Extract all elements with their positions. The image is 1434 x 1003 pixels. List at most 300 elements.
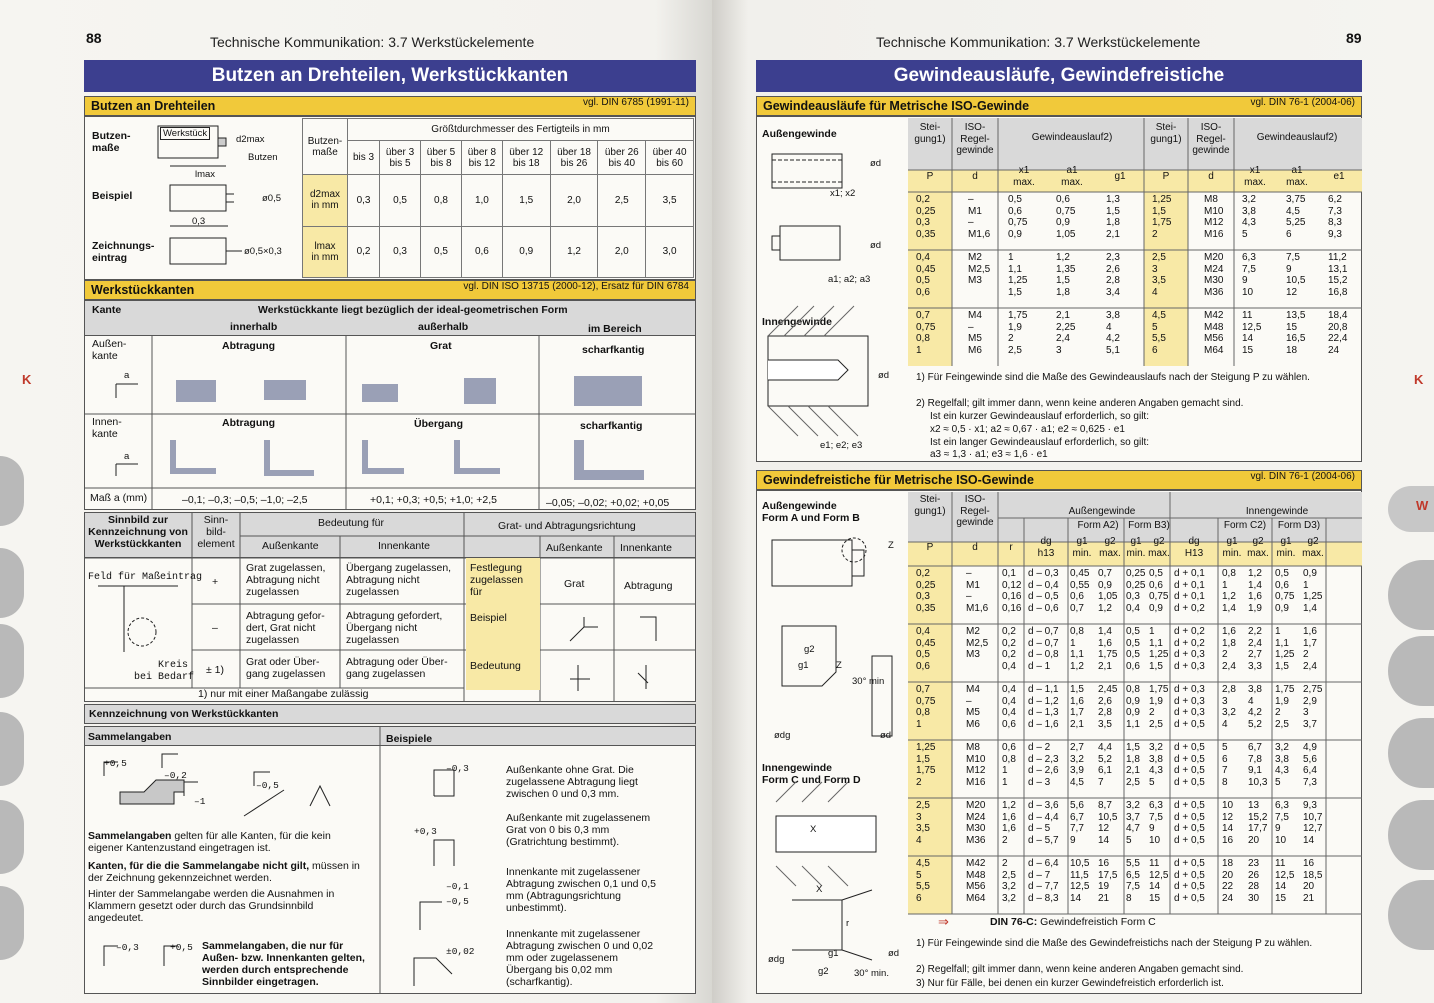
heading-text: Kennzeichnung von Werkstückkanten (89, 708, 279, 720)
label-butzen: Butzen (248, 152, 278, 163)
table-cell: 2,0 (598, 226, 646, 278)
table-cell: 1,5 (502, 175, 550, 227)
cell-group: 0,8 1 1,1 1,2 (1070, 626, 1084, 672)
sub-header: g2 max. (1247, 536, 1269, 559)
label-d2max: d2max (236, 134, 265, 145)
fig-label: Z (836, 660, 842, 671)
meaning-aussen: Grat oder Über- gang zugelassen (246, 656, 326, 680)
col-header: ISO- Regel- gewinde (956, 494, 994, 529)
sub-header: a1 max. (1286, 165, 1308, 188)
cell-group: 11 12,5 14 15 (1275, 858, 1295, 904)
sym-value: +0,5 (170, 942, 193, 953)
col-header: ISO- Regel- gewinde (1192, 122, 1230, 157)
footnote: Ist ein kurzer Gewindeauslauf erforderlich, so gilt: (930, 411, 1149, 422)
section-heading-auslauf (756, 96, 1362, 116)
cell-group: 2,8 3 3,2 4 (1222, 684, 1236, 730)
col-header: Stei- gung1) (1150, 122, 1182, 145)
sym-value: –0,3 (116, 942, 139, 953)
cell-group: 5,5 6,5 7,5 8 (1126, 858, 1140, 904)
col-header: Gewindeauslauf2) (1256, 132, 1338, 143)
cell-group: 13,5 15 16,5 18 (1286, 310, 1306, 356)
table-cell: 0,3 (348, 175, 380, 227)
sub-header: g1 min. (1126, 536, 1146, 559)
cell-group: 18 20 22 24 (1222, 858, 1234, 904)
fig-label: x1; x2 (830, 188, 856, 199)
cell-group: 2,75 2,9 3 3,7 (1303, 684, 1323, 730)
cell-group: 16 18,5 20 21 (1303, 858, 1323, 904)
sub-header: P (1162, 171, 1170, 182)
table-cell: 0,5 (421, 226, 462, 278)
cell-group: 23 26 28 30 (1248, 858, 1260, 904)
row-label-zeichnungseintrag: Zeichnungs- eintrag (92, 240, 155, 264)
beispiel-drawings (550, 605, 690, 695)
sym-value: –1 (194, 796, 206, 807)
table-header: bis 3 (348, 141, 380, 175)
cell-group: 11 12,5 14 15 (1149, 858, 1169, 904)
fig-label: g2 (818, 966, 829, 977)
emph: DIN 76-C: (990, 916, 1038, 928)
sub-header: a1 max. (1061, 165, 1083, 188)
din-note (990, 916, 1156, 928)
aussengewinde-label: Außengewinde Form A und Form B (762, 500, 860, 524)
sub-header: g1 min. (1222, 536, 1242, 559)
cell-group: 1,4 1,6 1,75 2,1 (1098, 626, 1118, 672)
cell-group: 2,7 3,2 3,9 4,5 (1070, 742, 1084, 788)
sammel-text-4: Sammelangaben, die nur für Außen- bzw. Innenkanten gelten, werden durch entsprechende Sinnbilder eingetragen. (202, 940, 365, 988)
row-label-beispiel: Beispiel (92, 190, 133, 202)
table-cell: 2,5 (598, 175, 646, 227)
meaning-innen: Übergang zugelassen, Abtragung nicht zugelassen (346, 562, 452, 598)
cell-group: 0,25 0,25 0,3 0,4 (1126, 568, 1146, 614)
cell-group: 3,2 3,8 4,3 5 (1149, 742, 1163, 788)
example-text: Innenkante mit zugelassener Abtragung zwischen 0 und 0,02 mm oder zugelassenem Übergang bis 0,02 mm (scharfkantig). (506, 928, 654, 988)
sym-value: +0,5 (104, 758, 127, 769)
sinnbild-header-3: Bedeutung für (318, 517, 384, 529)
label-d05: ø0,5 (262, 193, 282, 204)
table-cell: 3,5 (646, 175, 694, 227)
type-label: Grat (430, 340, 452, 352)
section-title: Gewindeausläufe für Metrische ISO-Gewinde (763, 99, 1030, 113)
side-tab-w: W (1416, 498, 1429, 513)
cell-group: 13 15,2 17,7 20 (1248, 800, 1268, 846)
footnote: 2) Regelfall; gilt immer dann, wenn keine anderen Angaben gemacht sind. (916, 398, 1244, 409)
cell-group: 0,7 0,9 1,05 1,2 (1098, 568, 1118, 614)
sub-header: g2 max. (1302, 536, 1324, 559)
fig-label: ød (878, 370, 890, 381)
cell-group: d + 0,5 d + 0,5 d + 0,5 d + 0,5 (1174, 800, 1205, 846)
sammel-text-2 (88, 860, 360, 884)
cell-group: d + 0,5 d + 0,5 d + 0,5 d + 0,5 (1174, 858, 1205, 904)
table-cell: 2,0 (550, 175, 598, 227)
label-lmax: lmax (195, 169, 216, 180)
section-title: Butzen an Drehteilen (91, 99, 216, 113)
feld-label: Feld für Maßeintrag (88, 572, 203, 583)
cell-group: 0,1 0,12 0,16 0,16 (1002, 568, 1022, 614)
footnote: 1) Für Feingewinde sind die Maße des Gewindefreistichs nach der Steigung P zu wählen. (916, 938, 1313, 949)
fig-label: 30° min (852, 676, 885, 687)
cell-group: 2,3 2,6 2,8 3,4 (1106, 252, 1120, 298)
richtung-abtragung: Abtragung (624, 580, 673, 592)
cell-group: 18,4 20,8 22,4 24 (1328, 310, 1348, 356)
running-head: Technische Kommunikation: 3.7 Werkstückelemente (210, 34, 535, 50)
richtung-label: Festlegung zugelassen für (470, 562, 524, 598)
mass-value: –0,05; –0,02; +0,02; +0,05 (546, 497, 670, 509)
sym-value: –0,5 (256, 780, 279, 791)
table-cell: 0,5 (380, 175, 421, 227)
cell-group: 0,5 0,6 0,75 0,9 (1149, 568, 1169, 614)
sym-value: –0,1 (446, 881, 469, 892)
cell-group: 4,5 5 5,5 6 (916, 858, 930, 904)
kanten-drawings (84, 336, 696, 510)
cell-group: 3,2 3,8 4,3 5 (1275, 742, 1289, 788)
col-header: Form D3) (1277, 520, 1321, 531)
sinnbild-footnote: 1) nur mit einer Maßangabe zulässig (198, 688, 369, 700)
sym-value: +0,3 (414, 826, 437, 837)
innengewinde-label: Innengewinde Form C und Form D (762, 762, 861, 786)
cell-group: 1,75 1,9 2 2,5 (1149, 684, 1169, 730)
page-number: 89 (1346, 30, 1362, 46)
section-title: Gewindefreistiche für Metrische ISO-Gewinde (763, 473, 1034, 487)
fig-label: X (816, 884, 823, 895)
cell-group: 1,25 1,5 1,75 2 (916, 742, 936, 788)
section-heading-kanten (84, 280, 696, 300)
footnote: 1) Für Feingewinde sind die Maße des Gewindeauslaufs nach der Steigung P zu wählen. (916, 372, 1310, 383)
cell-group: M4 – M5 M6 (968, 310, 982, 356)
table-header: über 40 bis 60 (646, 141, 694, 175)
fig-label: ød (870, 158, 882, 169)
fig-label: ød (870, 240, 882, 251)
cell-group: 1 1,1 1,25 1,5 (1275, 626, 1295, 672)
table-cell: 0,6 (461, 226, 502, 278)
cell-group: 0,8 0,9 0,9 1,1 (1126, 684, 1140, 730)
sub-header: dg h13 (1037, 536, 1055, 559)
cell-group: 2,5 3 3,5 4 (1152, 252, 1166, 298)
cell-group: 1,5 1,8 2,1 2,5 (1126, 742, 1140, 788)
page-title: Gewindeausläufe, Gewindefreistiche (756, 60, 1362, 92)
cell-group: 4,4 5,2 6,1 7 (1098, 742, 1112, 788)
type-label: Übergang (414, 418, 464, 430)
cell-group: 0,6 0,75 0,9 1,05 (1056, 194, 1076, 240)
sammel-text-3: Hinter der Sammelangabe werden die Ausnahmen in Klammern gesetzt oder durch das Grundsinnbild angedeutet. (88, 888, 335, 924)
cell-group: 2,45 2,6 2,8 3,5 (1098, 684, 1118, 730)
cell-group: d + 0,5 d + 0,5 d + 0,5 d + 0,5 (1174, 742, 1205, 788)
cell-group: d – 1,1 d – 1,2 d – 1,3 d – 1,6 (1028, 684, 1059, 730)
cell-group: M8 M10 M12 M16 (966, 742, 986, 788)
fig-label: Z (888, 540, 894, 551)
richtung-grat: Grat (564, 578, 585, 590)
din-reference: vgl. DIN ISO 13715 (2000-12), Ersatz für DIN 6784 (463, 281, 689, 292)
cell-group: 1,6 1,7 2 2,4 (1303, 626, 1317, 672)
fig-label: ødg (774, 730, 791, 741)
sinnbild-header-4a: Außenkante (546, 542, 603, 554)
sub-header: P (926, 171, 934, 182)
freistich-drawings (762, 526, 904, 986)
col-header: Stei- gung1) (914, 122, 946, 145)
cell-group: 3,2 3,8 4,3 5 (1242, 194, 1256, 240)
cell-group: 6,2 7,3 8,3 9,3 (1328, 194, 1342, 240)
cell-group: 5 6 7 8 (1222, 742, 1228, 788)
fig-label: X (810, 824, 817, 835)
section-heading-butzen (84, 96, 696, 116)
emph: Kanten, für die die Sammelangabe nicht gilt, (88, 860, 310, 872)
cell-group: 1,2 1,6 1,6 2 (1002, 800, 1016, 846)
fig-label: r (846, 918, 850, 929)
cell-group: M20 M24 M30 M36 (966, 800, 986, 846)
cell-group: d – 6,4 d – 7 d – 7,7 d – 8,3 (1028, 858, 1059, 904)
text: müssen in der Zeichnung gekennzeichnet werden. (88, 860, 360, 884)
cell-group: 0,5 0,5 0,5 0,6 (1126, 626, 1140, 672)
cell-group: 10,5 11,5 12,5 14 (1070, 858, 1090, 904)
cell-group: 5,6 6,7 7,7 9 (1070, 800, 1084, 846)
butzen-table (302, 118, 694, 278)
cell-group: 1,25 1,5 1,75 2 (1152, 194, 1172, 240)
text: gelten für alle Kanten, für die kein eigener Kantenzustand eingetragen ist. (88, 830, 331, 854)
cell-group: 4,9 5,6 6,4 7,3 (1303, 742, 1317, 788)
col-header: Gewindeauslauf2) (1031, 132, 1113, 143)
cell-group: 0,45 0,55 0,6 0,7 (1070, 568, 1090, 614)
table-cell: 1,0 (461, 175, 502, 227)
running-head: Technische Kommunikation: 3.7 Werkstückelemente (876, 34, 1201, 50)
cell-group: 1,3 1,5 1,8 2,1 (1106, 194, 1120, 240)
sub-header: x1 max. (1244, 165, 1266, 188)
example-text: Außenkante mit zugelassenem Grat von 0 bis 0,3 mm (Gratrichtung bestimmt). (506, 812, 651, 848)
type-label: Abtragung (222, 417, 276, 429)
din-reference: vgl. DIN 76-1 (2004-06) (1250, 471, 1355, 482)
col-im-bereich: im Bereich (588, 323, 642, 335)
fig-label: e1; e2; e3 (820, 440, 863, 451)
thumb-tab (1388, 636, 1434, 706)
sym-value: ±0,02 (446, 946, 475, 957)
cell-group: 3,75 4,5 5,25 6 (1286, 194, 1306, 240)
type-label: Abtragung (222, 340, 276, 352)
col-innerhalb: innerhalb (230, 321, 278, 333)
cell-group: 1,2 1,35 1,5 1,8 (1056, 252, 1076, 298)
cell-group: d – 0,7 d – 0,7 d – 0,8 d – 1 (1028, 626, 1059, 672)
col-header: ISO- Regel- gewinde (956, 122, 994, 157)
fig-label: ød (888, 948, 900, 959)
cell-group: d – 3,6 d – 4,4 d – 5 d – 5,7 (1028, 800, 1059, 846)
sub-header: g1 min. (1276, 536, 1296, 559)
sub-header: g1 min. (1072, 536, 1092, 559)
mass-value: +0,1; +0,3; +0,5; +1,0; +2,5 (370, 494, 497, 506)
footnote: Ist ein langer Gewindeauslauf erforderlich, so gilt: (930, 437, 1150, 448)
table-row-label: d2max in mm (303, 175, 348, 227)
cell-group: 9,3 10,7 12,7 14 (1303, 800, 1323, 846)
cell-group: 6,7 7,8 9,1 10,3 (1248, 742, 1268, 788)
sinnbild-header-1: Sinnbild zur Kennzeichnung von Werkstückkanten (88, 514, 188, 550)
table-cell: 3,0 (646, 226, 694, 278)
label-l03: 0,3 (192, 216, 206, 227)
cell-group: d – 0,3 d – 0,4 d – 0,5 d – 0,6 (1028, 568, 1059, 614)
table-row-label: lmax in mm (303, 226, 348, 278)
sinnbild-header-4: Grat- und Abtragungsrichtung (498, 520, 636, 532)
beispiele-label: Beispiele (386, 733, 433, 745)
table-header: über 26 bis 40 (598, 141, 646, 175)
innengewinde-label: Innengewinde (762, 316, 833, 328)
mass-value: –0,1; –0,3; –0,5; –1,0; –2,5 (182, 494, 308, 506)
thumb-tab (0, 548, 24, 618)
meaning-aussen: Abtragung gefor- dert, Grat nicht zugelassen (246, 610, 325, 646)
cell-group: 2 2,5 3,2 3,2 (1002, 858, 1016, 904)
cell-group: 2,5 3 3,5 4 (916, 800, 930, 846)
label-entry: ø0,5×0,3 (244, 246, 282, 257)
din-reference: vgl. DIN 6785 (1991-11) (583, 97, 689, 108)
cell-group: 0,8 1 1,2 1,4 (1222, 568, 1236, 614)
fig-label: g2 (804, 644, 815, 655)
cell-group: M20 M24 M30 M36 (1204, 252, 1224, 298)
innenkante-label: Innen- kante (92, 416, 122, 440)
row-label-butzenmasse: Butzen- maße (92, 130, 131, 154)
side-tab-k: K (22, 372, 32, 387)
cell-group: d – 2 d – 2,3 d – 2,6 d – 3 (1028, 742, 1059, 788)
dim-a: a (124, 370, 130, 381)
table-cell: 0,3 (380, 226, 421, 278)
table-cell: 1,2 (550, 226, 598, 278)
fig-label: ød (880, 730, 892, 741)
table-header: über 5 bis 8 (421, 141, 462, 175)
fig-label: 30° min. (854, 968, 889, 979)
cell-group: 0,5 0,6 0,75 0,9 (1275, 568, 1295, 614)
fig-label: g1 (798, 660, 809, 671)
col-header: Form B3) (1128, 520, 1170, 531)
richtung-label: Bedeutung (470, 660, 521, 672)
thumb-tab (0, 712, 24, 786)
thumb-tab (0, 886, 24, 960)
sub-header: g2 max. (1148, 536, 1170, 559)
cell-group: 2,1 2,25 2,4 3 (1056, 310, 1076, 356)
kreis-label: Kreis bei Bedarf (134, 660, 195, 683)
cell-group: 0,2 0,25 0,3 0,35 (916, 568, 936, 614)
fig-label: a1; a2; a3 (828, 274, 871, 285)
cell-group: 0,5 0,6 0,75 0,9 (1008, 194, 1028, 240)
din-reference: vgl. DIN 76-1 (2004-06) (1250, 97, 1355, 108)
table-header: über 3 bis 5 (380, 141, 421, 175)
sinnbild-header-2: Sinn- bild- element (197, 514, 235, 550)
thumb-tab (1388, 880, 1434, 950)
thumb-tab (1388, 800, 1434, 870)
col-header: Innengewinde (1245, 506, 1309, 517)
section-title: Werkstückkanten (91, 283, 195, 297)
cell-group: M8 M10 M12 M16 (1204, 194, 1224, 240)
cell-group: 1 1,1 1,25 1,5 (1149, 626, 1169, 672)
cell-group: M42 M48 M56 M64 (1204, 310, 1224, 356)
footnote: 3) Nur für Fälle, bei denen ein kurzer Gewindefreistich erforderlich ist. (916, 978, 1224, 989)
cell-group: 6,3 7,5 9 10 (1149, 800, 1163, 846)
cell-group: 1,75 1,9 2 2,5 (1008, 310, 1028, 356)
arrow-icon: ⇒ (938, 914, 949, 929)
cell-group: 3,8 4 4,2 5,2 (1248, 684, 1262, 730)
cell-group: – M1 – M1,6 (968, 194, 991, 240)
sub-header: dg H13 (1184, 536, 1204, 559)
text: Gewindefreistich Form C (1037, 916, 1156, 928)
col-header: Form A2) (1077, 520, 1119, 531)
thumb-tab (0, 624, 24, 698)
cell-group: – M1 – M1,6 (966, 568, 989, 614)
cell-group: 0,9 1 1,25 1,4 (1303, 568, 1323, 614)
table-cell: 0,9 (502, 226, 550, 278)
page-title: Butzen an Drehteilen, Werkstückkanten (84, 60, 696, 92)
sym-plus: + (212, 576, 219, 588)
col-header: Außengewinde (1068, 506, 1136, 517)
cell-group: d + 0,3 d + 0,3 d + 0,3 d + 0,5 (1174, 684, 1205, 730)
sinnbild-header-4b: Innenkante (620, 542, 672, 554)
footnote: a3 ≈ 1,3 · a1; e3 ≈ 1,6 · e1 (930, 449, 1048, 460)
cell-group: 11 12,5 14 15 (1242, 310, 1262, 356)
thumb-tab (0, 456, 24, 526)
meaning-innen: Abtragung oder Über- gang zugelassen (346, 656, 448, 680)
sub-header: P (926, 542, 934, 553)
example-text: Innenkante mit zugelassener Abtragung zwischen 0,1 und 0,5 mm (Abtragungsrichtung unbestimmt). (506, 866, 657, 914)
cell-group: 3,2 3,7 4,7 5 (1126, 800, 1140, 846)
aussengewinde-label: Außengewinde (762, 128, 837, 140)
sub-header: g2 max. (1099, 536, 1121, 559)
sub-header: r (1009, 542, 1013, 553)
col-header: Form C2) (1223, 520, 1267, 531)
cell-group: 4,5 5 5,5 6 (1152, 310, 1166, 356)
cell-group: 0,6 0,8 1 1 (1002, 742, 1016, 788)
cell-group: 16 17,5 19 21 (1098, 858, 1118, 904)
section-heading-freistich (756, 470, 1362, 490)
cell-group: M42 M48 M56 M64 (966, 858, 986, 904)
cell-group: 0,2 0,25 0,3 0,35 (916, 194, 936, 240)
cell-group: 1,5 1,6 1,7 2,1 (1070, 684, 1084, 730)
cell-group: 1 1,1 1,25 1,5 (1008, 252, 1028, 298)
table-header: Butzen- maße (303, 119, 348, 175)
cell-group: 7,5 9 10,5 12 (1286, 252, 1306, 298)
sym-minus: – (212, 622, 218, 634)
richtung-label: Beispiel (470, 612, 507, 624)
cell-group: 3,8 4 4,2 5,1 (1106, 310, 1120, 356)
type-label: scharfkantig (580, 420, 643, 432)
sub-header: d (972, 171, 978, 182)
cell-group: 1,6 1,8 2 2,4 (1222, 626, 1236, 672)
table-cell: 0,2 (348, 226, 380, 278)
table-header: über 18 bis 26 (550, 141, 598, 175)
meaning-innen: Abtragung gefordert, Übergang nicht zugelassen (346, 610, 443, 646)
dim-a: a (124, 451, 130, 462)
thumb-tab (1388, 718, 1434, 788)
example-text: Außenkante ohne Grat. Die zugelassene Abtragung liegt zwischen 0 und 0,3 mm. (506, 764, 638, 800)
cell-group: 0,7 0,75 0,8 1 (916, 684, 936, 730)
sammel-label: Sammelangaben (88, 731, 172, 743)
left-page (0, 0, 712, 1003)
footnote: x2 ≈ 0,5 · x1; a2 ≈ 0,67 · a1; e2 ≈ 0,625 · e1 (930, 424, 1125, 435)
kennzeichnung-heading (84, 704, 696, 724)
cell-group: 2,2 2,4 2,7 3,3 (1248, 626, 1262, 672)
thumb-tab (0, 800, 24, 874)
mass-label: Maß a (mm) (90, 492, 148, 504)
table-cell: 0,8 (421, 175, 462, 227)
sub-header: x1 max. (1013, 165, 1035, 188)
cell-group: 1,75 1,9 2 2,5 (1275, 684, 1295, 730)
cell-group: 0,2 0,2 0,2 0,4 (1002, 626, 1016, 672)
kanten-caption: Werkstückkante liegt bezüglich der ideal-geometrischen Form (258, 304, 568, 316)
thumb-tab (1388, 560, 1434, 630)
aussenkante-label: Außen- kante (92, 338, 127, 362)
sym-value: –0,3 (446, 763, 469, 774)
table-caption: Größtdurchmesser des Fertigteils in mm (348, 119, 694, 141)
col-ausserhalb: außerhalb (418, 321, 469, 333)
emph: Sammelangaben (88, 830, 172, 842)
sub-header: d (972, 542, 978, 553)
cell-group: 0,7 0,75 0,8 1 (916, 310, 936, 356)
sym-plusminus: ± 1) (206, 664, 225, 676)
side-tab-k: K (1414, 372, 1424, 387)
cell-group: 8,7 10,5 12 14 (1098, 800, 1118, 846)
fig-label: ødg (768, 954, 785, 965)
col-header: Stei- gung1) (914, 494, 946, 517)
cell-group: M2 M2,5 M3 (966, 626, 989, 661)
